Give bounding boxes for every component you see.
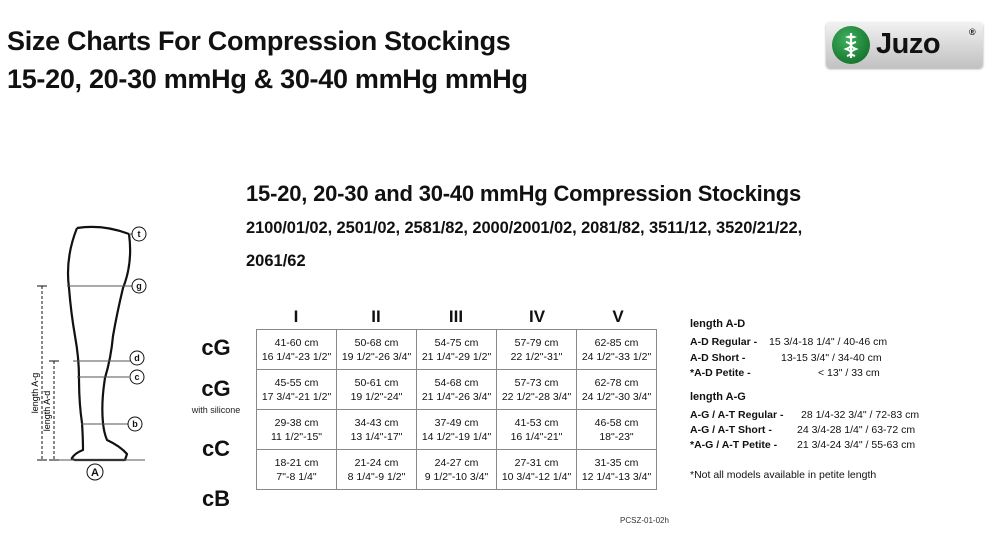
point-c: c [134,372,140,382]
leg-measurement-diagram [25,218,165,490]
length-ad-regular: A-D Regular - [690,336,758,348]
row-label-cg-silicone: cG [201,376,231,401]
row-label-cc: cC [201,436,231,461]
point-a: A [91,467,99,479]
table-cell: 24-27 cm 9 1/2"-10 3/4" [417,450,497,490]
length-ag-petite: *A-G / A-T Petite - [690,439,778,451]
page-subtitle: 15-20, 20-30 mmHg & 30-40 mmHg mmHg [7,64,528,94]
table-row [257,410,657,450]
table-cell: 41-53 cm 16 1/4"-21" [497,410,577,450]
length-ag-short: A-G / A-T Short - [690,424,772,436]
size-col-III: III [448,307,464,326]
chart-code: PCSZ-01-02h [620,516,669,525]
petite-availability-note: *Not all models available in petite length [690,469,877,481]
section-title: 15-20, 20-30 and 30-40 mmHg Compression Stockings [246,181,802,206]
table-row [257,450,657,490]
row-label-cg: cG [201,335,231,360]
point-t: t [137,229,141,239]
table-cell: 50-61 cm 19 1/2"-24" [337,370,417,410]
length-ad-petite: *A-D Petite - [690,367,751,379]
table-cell: 41-60 cm 16 1/4"-23 1/2" [257,330,337,370]
caduceus-icon [832,26,870,64]
size-col-V: V [612,307,624,326]
table-cell: 57-73 cm 22 1/2"-28 3/4" [497,370,577,410]
juzo-logo [826,22,983,68]
length-ag-regular: A-G / A-T Regular - [690,409,784,421]
length-ad-short: A-D Short - [690,352,746,364]
length-ag-label: length A-g [30,372,40,414]
page-title: Size Charts For Compression Stockings [7,26,511,56]
length-ad-title: length A-D [690,318,746,330]
table-cell: 18-21 cm 7"-8 1/4" [257,450,337,490]
table-cell: 27-31 cm 10 3/4"-12 1/4" [497,450,577,490]
table-cell: 45-55 cm 17 3/4"-21 1/2" [257,370,337,410]
length-ag-petite-value: 21 3/4-24 3/4" / 55-63 cm [797,439,916,451]
table-row [257,370,657,410]
table-cell: 37-49 cm 14 1/2"-19 1/4" [417,410,497,450]
table-cell: 34-43 cm 13 1/4"-17" [337,410,417,450]
table-cell: 54-75 cm 21 1/4"-29 1/2" [417,330,497,370]
length-ag-short-value: 24 3/4-28 1/4" / 63-72 cm [797,424,916,436]
length-ad-label: length A-d [42,390,52,432]
row-sublabel-silicone: with silicone [191,405,241,415]
table-cell: 29-38 cm 11 1/2"-15" [257,410,337,450]
size-col-II: II [371,307,381,326]
table-cell: 50-68 cm 19 1/2"-26 3/4" [337,330,417,370]
registered-mark: ® [969,27,976,37]
table-cell: 31-35 cm 12 1/4"-13 3/4" [577,450,657,490]
table-cell: 46-58 cm 18"-23" [577,410,657,450]
point-b: b [132,419,138,429]
length-ag-title: length A-G [690,391,746,403]
table-row [257,330,657,370]
table-cell: 62-85 cm 24 1/2"-33 1/2" [577,330,657,370]
row-label-cb: cB [201,486,231,511]
length-ad-regular-value: 15 3/4-18 1/4" / 40-46 cm [769,336,888,348]
table-cell: 21-24 cm 8 1/4"-9 1/2" [337,450,417,490]
length-ad-short-value: 13-15 3/4" / 34-40 cm [781,352,882,364]
logo-wordmark: Juzo [876,28,941,60]
table-cell: 54-68 cm 21 1/4"-26 3/4" [417,370,497,410]
length-ag-regular-value: 28 1/4-32 3/4" / 72-83 cm [801,409,920,421]
size-col-I: I [293,307,299,326]
table-cell: 57-79 cm 22 1/2"-31" [497,330,577,370]
table-cell: 62-78 cm 24 1/2"-30 3/4" [577,370,657,410]
point-g: g [136,281,142,291]
model-numbers-line2: 2061/62 [246,252,306,270]
size-col-IV: IV [528,307,546,326]
model-numbers-line1: 2100/01/02, 2501/02, 2581/82, 2000/2001/02, 2081/82, 3511/12, 3520/21/22, [246,219,803,237]
point-d: d [134,353,140,363]
length-ad-petite-value: < 13" / 33 cm [818,367,880,379]
size-table [256,329,657,490]
